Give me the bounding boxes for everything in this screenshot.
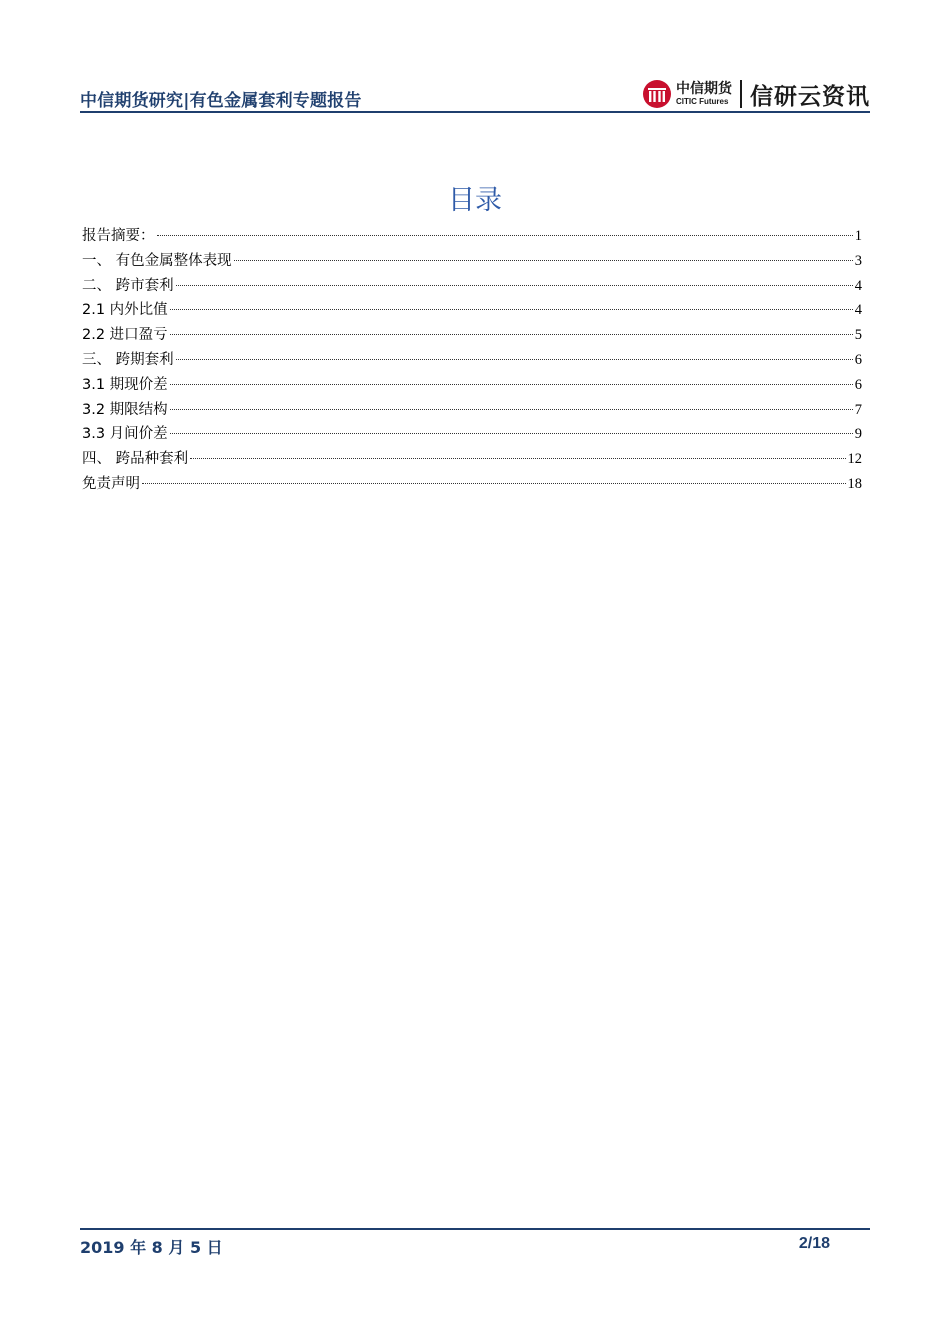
toc-leader <box>170 384 853 385</box>
toc-leader <box>190 458 845 459</box>
footer-page-number: 2/18 <box>798 1235 830 1252</box>
toc-leader <box>142 483 846 484</box>
toc-entry[interactable] <box>82 323 862 348</box>
toc-leader <box>176 359 853 360</box>
toc-entry[interactable] <box>82 472 862 497</box>
toc-leader <box>157 235 853 236</box>
toc-entry-page: 6 <box>854 376 862 393</box>
footer-divider <box>80 1228 870 1230</box>
toc-entry-page: 6 <box>854 351 862 368</box>
brand-slogan: 信研云资讯 <box>750 82 870 110</box>
header-divider <box>80 111 870 113</box>
toc-entry[interactable] <box>82 274 862 299</box>
toc-entry-label: 2.2 进口盈亏 <box>82 327 168 344</box>
toc-entry[interactable] <box>82 224 862 249</box>
toc-entry[interactable] <box>82 373 862 398</box>
toc-entry-page: 5 <box>854 327 862 344</box>
toc-leader <box>176 285 853 286</box>
toc-entry[interactable] <box>82 447 862 472</box>
toc-leader <box>170 309 853 310</box>
toc-entry-label: 四、 跨品种套利 <box>82 451 189 468</box>
brand-divider <box>740 80 742 108</box>
brand-company <box>676 81 732 107</box>
toc-entry[interactable] <box>82 348 862 373</box>
toc-entry-label: 一、 有色金属整体表现 <box>82 252 232 269</box>
brand-block <box>642 76 870 112</box>
toc-entry-page: 18 <box>847 475 862 492</box>
toc-entry-label: 3.2 期限结构 <box>82 401 168 418</box>
toc-leader <box>170 409 853 410</box>
toc-entry[interactable] <box>82 398 862 423</box>
toc-entry-page: 4 <box>854 302 862 319</box>
toc-entry-page: 7 <box>854 401 862 418</box>
toc-leader <box>170 334 853 335</box>
table-of-contents <box>82 224 862 497</box>
toc-entry-page: 1 <box>854 228 862 244</box>
toc-entry-page: 12 <box>847 451 862 468</box>
citic-logo-icon <box>642 79 672 109</box>
report-header-title: 中信期货研究|有色金属套利专题报告 <box>80 91 362 111</box>
toc-heading: 目录 <box>448 185 502 216</box>
toc-entry-label: 二、 跨市套利 <box>82 277 174 294</box>
toc-entry-label: 3.1 期现价差 <box>82 376 168 393</box>
toc-entry[interactable] <box>82 249 862 274</box>
toc-leader <box>234 260 853 261</box>
toc-entry-page: 4 <box>854 277 862 294</box>
toc-entry-page: 9 <box>854 426 862 443</box>
toc-entry-label: 报告摘要： <box>82 228 155 244</box>
brand-company-cn: 中信期货 <box>676 81 732 97</box>
toc-leader <box>170 433 853 434</box>
toc-entry-label: 3.3 月间价差 <box>82 426 168 443</box>
toc-entry[interactable] <box>82 298 862 323</box>
toc-entry[interactable] <box>82 422 862 447</box>
toc-entry-label: 三、 跨期套利 <box>82 351 174 368</box>
toc-entry-page: 3 <box>854 252 862 269</box>
brand-company-en: CITIC Futures <box>676 97 729 106</box>
footer-date: 2019 年 8 月 5 日 <box>80 1238 223 1257</box>
page-header <box>80 70 870 114</box>
toc-entry-label: 2.1 内外比值 <box>82 302 168 319</box>
toc-entry-label: 免责声明 <box>82 475 140 492</box>
